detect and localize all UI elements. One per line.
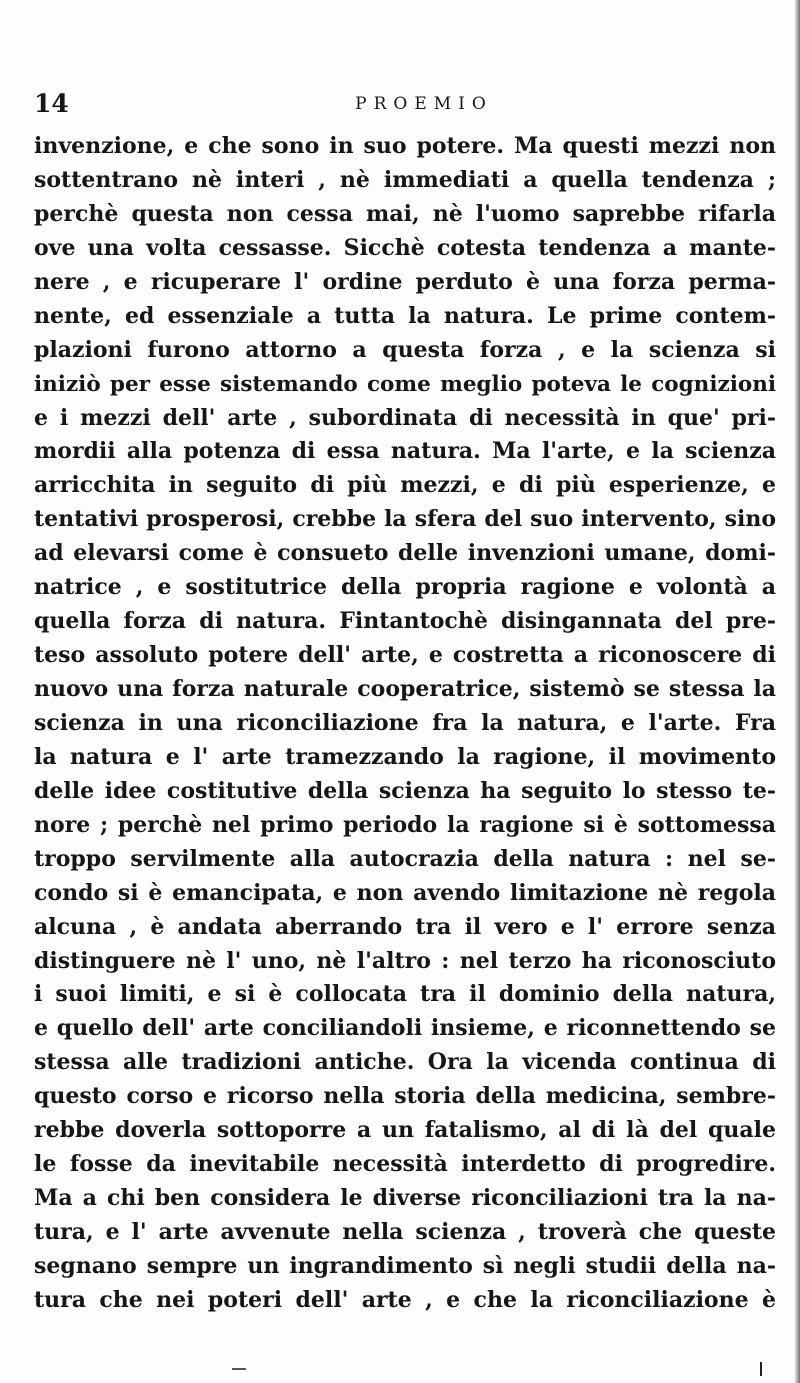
text-line: tura, e l' arte avvenute nella scienza , troverà che queste: [34, 1219, 776, 1245]
text-line: sottentrano nè interi , nè immediati a quella tendenza ;: [34, 166, 776, 193]
text-line: nore ; perchè nel primo periodo la ragione si è sottomessa: [34, 811, 776, 838]
text-line: plazioni furono attorno a questa forza , e la scienza si: [34, 336, 776, 363]
text-line: alcuna , è andata aberrando tra il vero e l' errore senza: [34, 913, 776, 940]
text-line: rebbe doverla sottoporre a un fatalismo, al di là del quale: [34, 1117, 776, 1144]
text-line: la natura e l' arte tramezzando la ragione, il movimento: [34, 743, 776, 770]
text-line: ad elevarsi come è consueto delle invenzioni umane, domi-: [34, 540, 776, 567]
text-line: troppo servilmente alla autocrazia della natura : nel se-: [34, 845, 776, 872]
page-number: 14: [34, 89, 69, 118]
ink-speck: [760, 1362, 762, 1376]
body-text: [34, 130, 776, 1318]
text-line: condo si è emancipata, e non avendo limitazione nè regola: [34, 879, 776, 906]
text-line: quella forza di natura. Fintantochè disingannata del pre-: [34, 608, 776, 635]
text-line: perchè questa non cessa mai, nè l'uomo saprebbe rifarla: [34, 200, 776, 227]
text-line: Ma a chi ben considera le diverse riconciliazioni tra la na-: [34, 1185, 776, 1212]
text-line: i suoi limiti, e si è collocata tra il dominio della natura,: [34, 981, 776, 1008]
text-line: distinguere nè l' uno, nè l'altro : nel terzo ha riconosciuto: [34, 947, 776, 974]
text-line: natrice , e sostitutrice della propria ragione e volontà a: [34, 574, 776, 601]
text-line: questo corso e ricorso nella storia della medicina, sembre-: [34, 1083, 776, 1110]
ink-speck: [232, 1368, 246, 1370]
text-line: tentativi prosperosi, crebbe la sfera del suo intervento, sino: [34, 506, 776, 533]
text-line: ove una volta cessasse. Sicchè cotesta tendenza a mante-: [34, 234, 776, 261]
text-line: teso assoluto potere dell' arte, e costretta a riconoscere di: [34, 642, 776, 669]
text-line: arricchita in seguito di più mezzi, e di più esperienze, e: [34, 472, 776, 499]
page-header: [34, 88, 774, 124]
text-line: nere , e ricuperare l' ordine perduto è una forza perma-: [34, 268, 776, 295]
text-line: scienza in una riconciliazione fra la natura, e l'arte. Fra: [34, 709, 776, 736]
text-line: nente, ed essenziale a tutta la natura. Le prime contem-: [34, 302, 776, 329]
text-line: e quello dell' arte conciliandoli insieme, e riconnettendo se: [34, 1015, 776, 1042]
running-title: PROEMIO: [355, 94, 493, 114]
text-line: le fosse da inevitabile necessità interdetto di progredire.: [34, 1151, 776, 1178]
text-line: stessa alle tradizioni antiche. Ora la vicenda continua di: [34, 1049, 776, 1076]
text-line: segnano sempre un ingrandimento sì negli studii della na-: [34, 1252, 776, 1279]
text-line: e i mezzi dell' arte , subordinata di necessità in que' pri-: [34, 404, 776, 431]
page-edge-shadow: [794, 0, 800, 1383]
text-line: mordii alla potenza di essa natura. Ma l'arte, e la scienza: [34, 438, 776, 465]
text-line: tura che nei poteri dell' arte , e che la riconciliazione è: [34, 1286, 776, 1313]
text-line: nuovo una forza naturale cooperatrice, sistemò se stessa la: [34, 676, 776, 702]
text-line: invenzione, e che sono in suo potere. Ma questi mezzi non: [34, 133, 776, 159]
text-line: iniziò per esse sistemando come meglio poteva le cognizioni: [34, 371, 776, 397]
text-line: delle idee costitutive della scienza ha seguito lo stesso te-: [34, 777, 776, 804]
